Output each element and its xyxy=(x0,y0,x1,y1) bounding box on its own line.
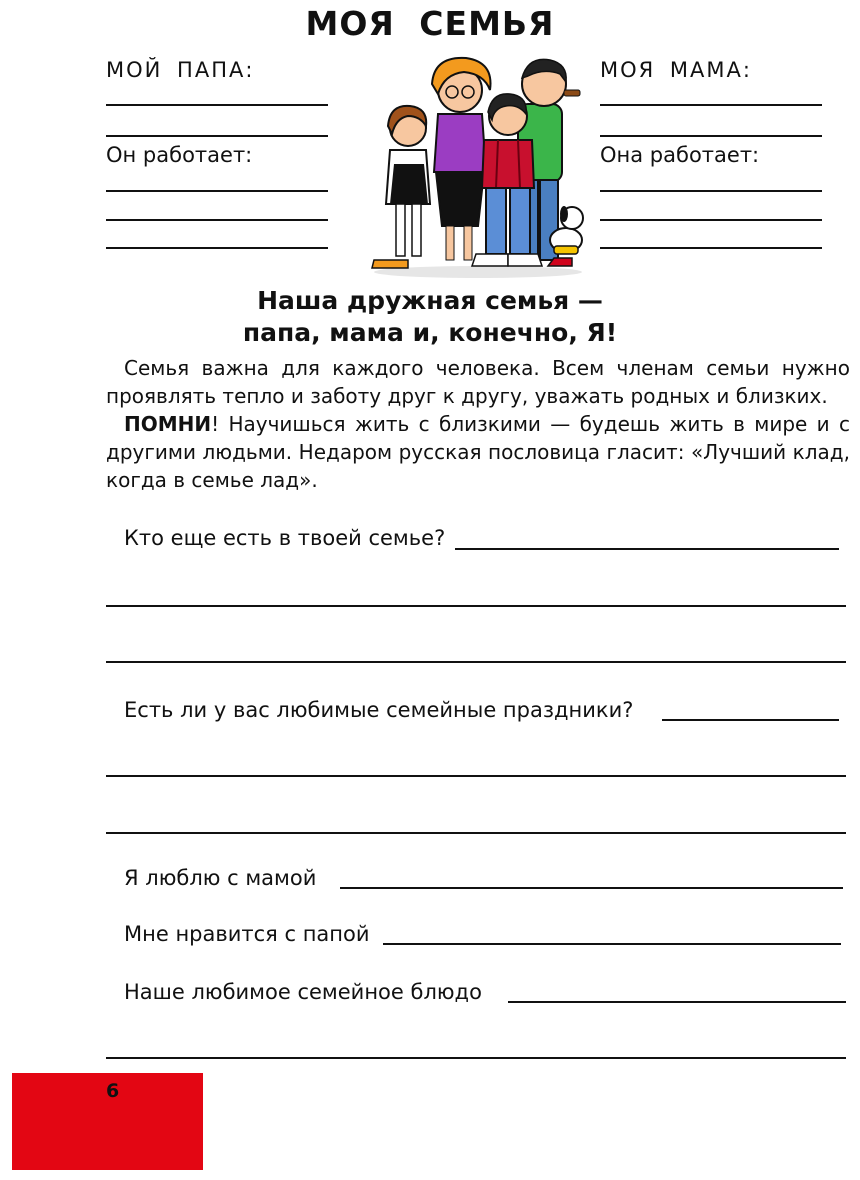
mom-answer-line-2[interactable] xyxy=(600,135,822,137)
dad-answer-line-1[interactable] xyxy=(106,104,328,106)
girl-figure-icon xyxy=(372,106,430,268)
answer-holidays-line-1[interactable] xyxy=(662,719,839,721)
answer-family-members-line-1[interactable] xyxy=(455,548,839,550)
question-holidays: Есть ли у вас любимые семейные праздники? xyxy=(124,698,634,722)
answer-favorite-dish-line-2[interactable] xyxy=(106,1057,846,1059)
subtitle-line-1: Наша дружная семья — xyxy=(257,286,603,315)
dad-label: МОЙ ПАПА: xyxy=(106,58,255,82)
question-with-mom: Я люблю с мамой xyxy=(124,866,317,890)
dad-work-line-1[interactable] xyxy=(106,190,328,192)
answer-family-members-line-2[interactable] xyxy=(106,605,846,607)
mom-label: МОЯ МАМА: xyxy=(600,58,752,82)
page-title: МОЯ СЕМЬЯ xyxy=(305,4,555,43)
mom-work-line-2[interactable] xyxy=(600,219,822,221)
answer-with-mom-line[interactable] xyxy=(340,887,843,889)
page-number: 6 xyxy=(106,1080,120,1102)
paragraph-2-text: ! Научишься жить с близкими — будешь жить в мире и с другими людьми. Недаром русская пословица гласит: «Лучший клад, когда в семье лад». xyxy=(106,412,850,492)
paragraph-2 xyxy=(106,410,850,494)
answer-holidays-line-2[interactable] xyxy=(106,775,846,777)
answer-favorite-dish-line-1[interactable] xyxy=(508,1001,846,1003)
mom-figure-icon xyxy=(432,58,491,260)
subtitle-line-2: папа, мама и, конечно, Я! xyxy=(242,318,618,347)
mom-works-label: Она работает: xyxy=(600,143,760,167)
answer-holidays-line-3[interactable] xyxy=(106,832,846,834)
question-favorite-dish: Наше любимое семейное блюдо xyxy=(124,980,482,1004)
mom-work-line-3[interactable] xyxy=(600,247,822,249)
dad-works-label: Он работает: xyxy=(106,143,253,167)
dad-work-line-2[interactable] xyxy=(106,219,328,221)
dad-answer-line-2[interactable] xyxy=(106,135,328,137)
answer-family-members-line-3[interactable] xyxy=(106,661,846,663)
question-with-dad: Мне нравится с папой xyxy=(124,922,370,946)
mom-work-line-1[interactable] xyxy=(600,190,822,192)
remember-word: ПОМНИ xyxy=(124,412,212,436)
intro-text xyxy=(106,354,850,494)
dad-work-line-3[interactable] xyxy=(106,247,328,249)
paragraph-1: Семья важна для каждого человека. Всем членам семьи нужно проявлять тепло и заботу друг к другу, уважать родных и близких. xyxy=(106,356,850,408)
family-cartoon-icon xyxy=(368,54,590,280)
mom-answer-line-1[interactable] xyxy=(600,104,822,106)
answer-with-dad-line[interactable] xyxy=(383,943,841,945)
question-family-members: Кто еще есть в твоей семье? xyxy=(124,526,446,550)
